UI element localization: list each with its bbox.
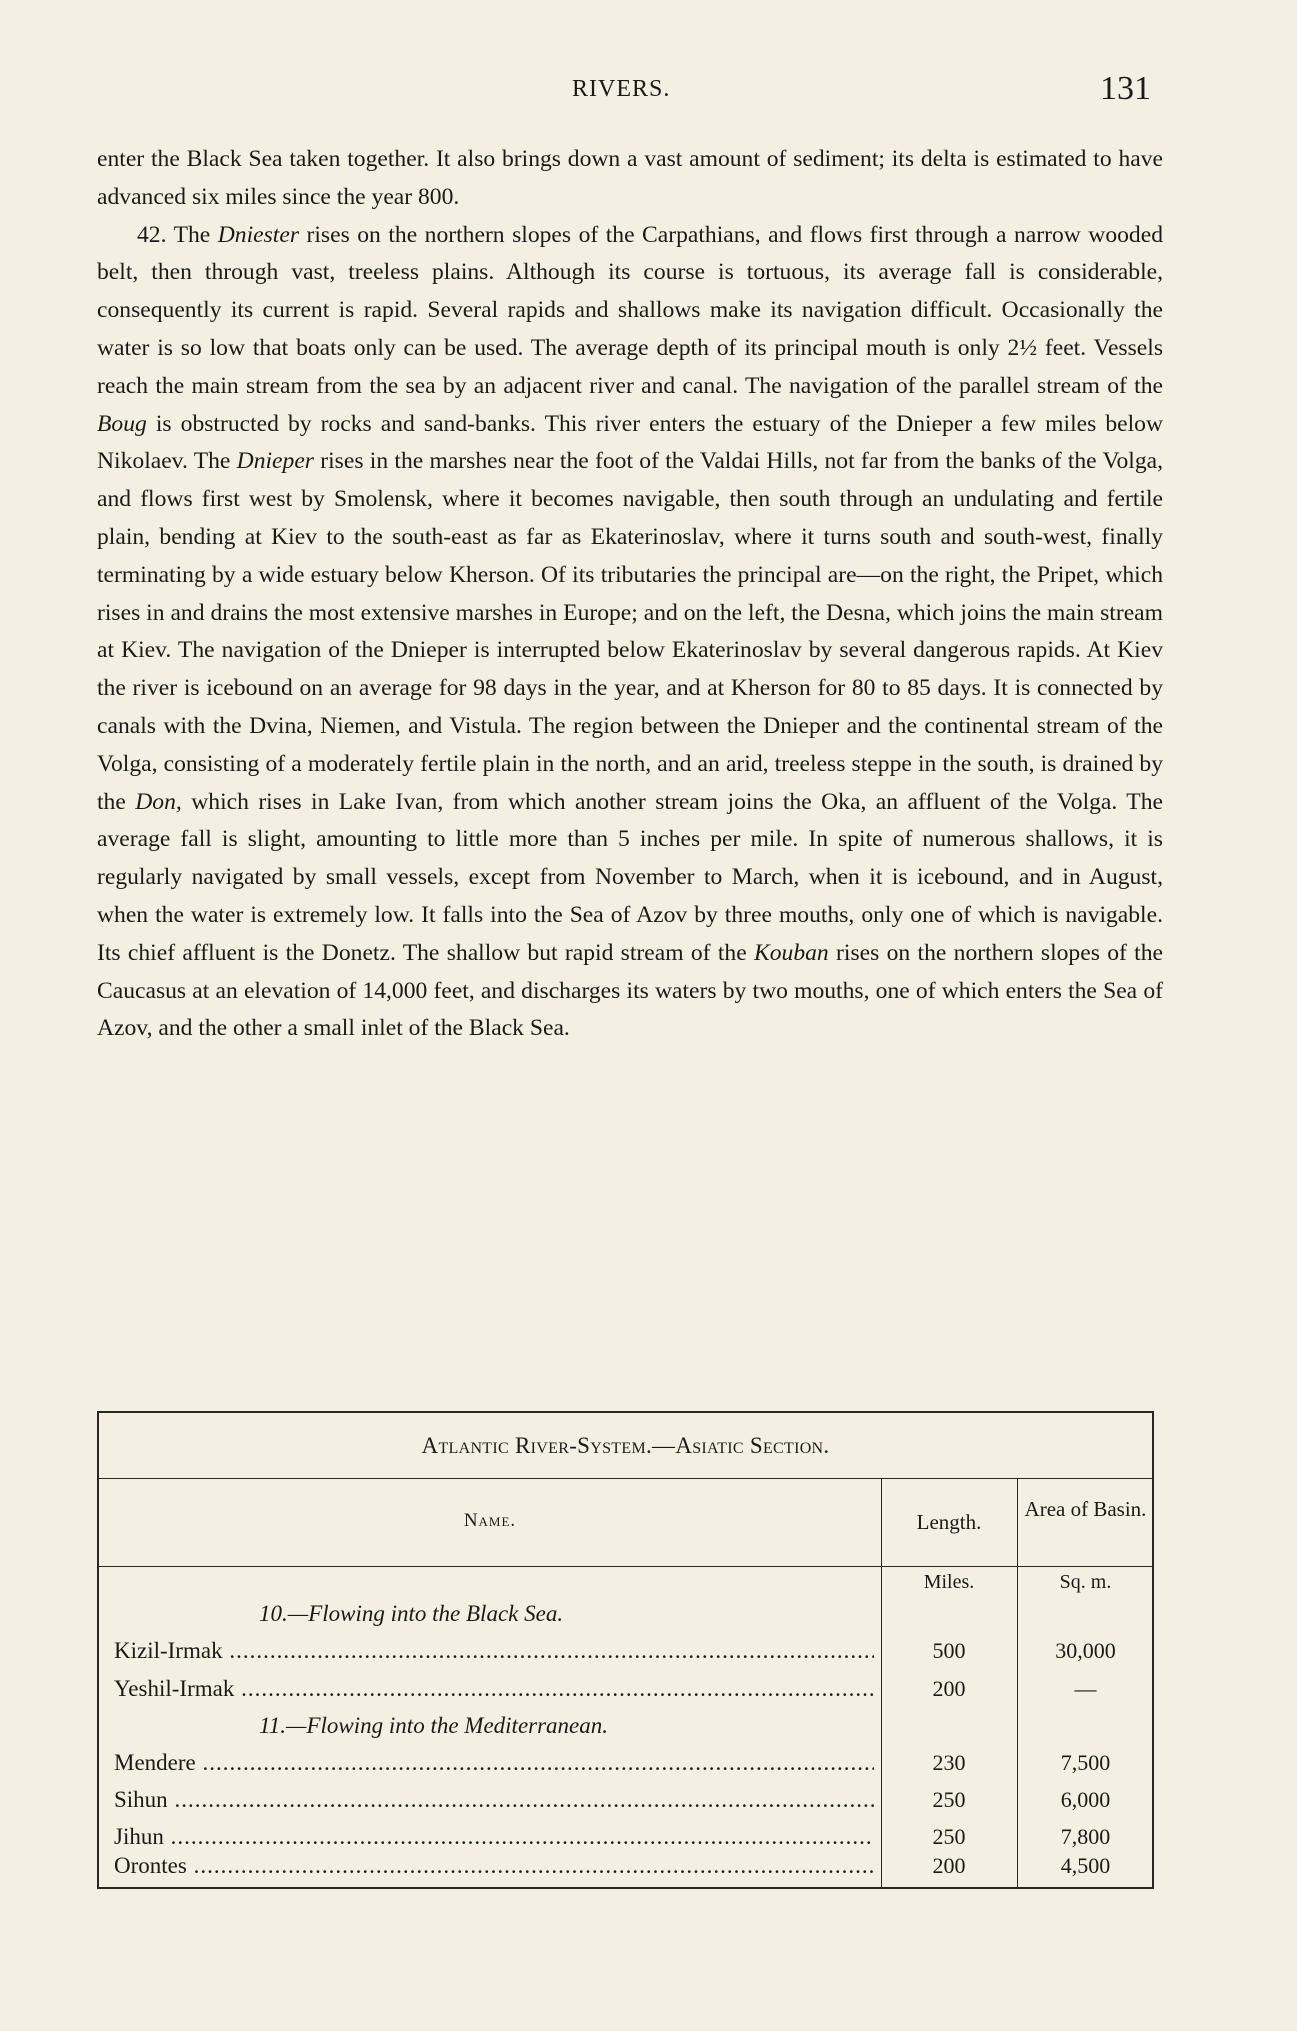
river-name: Yeshil-Irmak ..... <box>114 1676 874 1702</box>
text-run: which rises in Lake Ivan, from which another stream joins the Oka, an affluent of the Volga. The average fall is slight, amounting to little more than 5 inches per mile. In spite of numerous shallows, it is regularly navigated by small vessels, except from November to March, when it is icebound, and in August, when the water is extremely low. It falls into the Sea of Azov by three mouths, only one of which is navigable. Its chief affluent is the Donetz. The shallow but rapid stream of the <box>97 788 1163 966</box>
river-length: 250 <box>932 1824 966 1849</box>
italic-term: Boug <box>97 410 147 437</box>
paragraph <box>97 141 1163 217</box>
body-text <box>97 141 1163 1048</box>
table-row <box>99 1750 1154 1785</box>
column-header-length: Length. <box>916 1510 982 1534</box>
text-run: enter the Black Sea taken together. It also brings down a vast amount of sediment; its delta is estimated to have advanced six miles since the year 800. <box>97 146 1163 210</box>
table-row <box>99 1676 1154 1711</box>
river-basin-area: 7,500 <box>1060 1750 1111 1775</box>
unit-length: Miles. <box>923 1571 975 1593</box>
river-basin-area: 30,000 <box>1055 1638 1116 1663</box>
italic-term: Dniester <box>217 221 300 248</box>
river-name: Orontes ..... <box>114 1853 874 1879</box>
river-length: 230 <box>932 1750 966 1775</box>
river-name: Sihun ..... <box>114 1787 874 1813</box>
italic-term: Kouban <box>754 939 829 966</box>
column-header-name: Name. <box>463 1510 517 1531</box>
river-basin-area: — <box>1074 1676 1097 1701</box>
river-name: Kizil-Irmak ..... <box>114 1638 874 1664</box>
table-rule <box>99 1566 1152 1567</box>
river-basin-area: 7,800 <box>1060 1824 1111 1849</box>
river-length: 250 <box>932 1787 966 1812</box>
river-name: Jihun ..... <box>114 1824 874 1850</box>
paragraph <box>97 217 1163 1049</box>
river-table <box>97 1411 1154 1889</box>
river-length: 200 <box>932 1676 966 1701</box>
text-run: is obstructed by rocks and sand-banks. This river enters the estuary of the Dnieper a few miles below Nikolaev. The <box>97 410 1163 475</box>
table-section-row <box>99 1713 1154 1748</box>
running-title: RIVERS. <box>572 76 671 102</box>
table-row <box>99 1787 1154 1822</box>
table-section-row <box>99 1601 1154 1636</box>
river-name: Mendere ..... <box>114 1750 874 1776</box>
table-rule <box>99 1478 1152 1479</box>
italic-term: Dnieper <box>236 448 314 475</box>
italic-term: Don, <box>135 788 182 815</box>
text-run: rises in the marshes near the foot of the Valdai Hills, not far from the banks of the Volga, and flows first west by Smolensk, where it becomes navigable, then south through an undulating and fertile plain, bending at Kiev to the south-east as far as Ekaterinoslav, where it turns south and south-west, finally terminating by a wide estuary below Kherson. Of its tributaries the principal are—on the right, the Pripet, which rises in and drains the most extensive marshes in Europe; and on the left, the Desna, which joins the main stream at Kiev. The navigation of the Dnieper is interrupted below Ekaterinoslav by several dangerous rapids. At Kiev the river is icebound on an average for 98 days in the year, and at Kherson for 80 to 85 days. It is connected by canals with the Dvina, Niemen, and Vistula. The region between the Dnieper and the continental stream of the Volga, consisting of a moderately fertile plain in the north, and an arid, treeless steppe in the south, is drained by the <box>97 448 1164 815</box>
column-header-area: Area of Basin. <box>1024 1497 1147 1521</box>
section-label: 10.—Flowing into the Black Sea. <box>259 1601 564 1626</box>
table-title: Atlantic River-System.—Asiatic Section. <box>421 1433 830 1458</box>
section-label: 11.—Flowing into the Mediterranean. <box>259 1713 609 1738</box>
text-run: rises on the northern slopes of the Carpathians, and flows first through a narrow wooded belt, then through vast, treeless plains. Although its course is tortuous, its average fall is considerable, consequently its current is rapid. Several rapids and shallows make its navigation difficult. Occasionally the water is so low that boats only can be used. The average depth of its principal mouth is only 2½ feet. Vessels reach the main stream from the sea by an adjacent river and canal. The navigation of the parallel stream of the <box>97 221 1163 399</box>
text-run: rises on the northern slopes of the Caucasus at an elevation of 14,000 feet, and discharges its waters by two mouths, one of which enters the Sea of Azov, and the other a small inlet of the Black Sea. <box>97 939 1163 1042</box>
page-number: 131 <box>1100 70 1151 107</box>
river-length: 500 <box>932 1638 966 1663</box>
river-basin-area: 4,500 <box>1060 1853 1111 1878</box>
table-row <box>99 1853 1154 1888</box>
text-run: 42. The <box>137 221 218 248</box>
river-basin-area: 6,000 <box>1060 1787 1111 1812</box>
table-row <box>99 1638 1154 1673</box>
page-header <box>0 68 1297 108</box>
river-length: 200 <box>932 1853 966 1878</box>
unit-area: Sq. m. <box>1059 1571 1112 1593</box>
